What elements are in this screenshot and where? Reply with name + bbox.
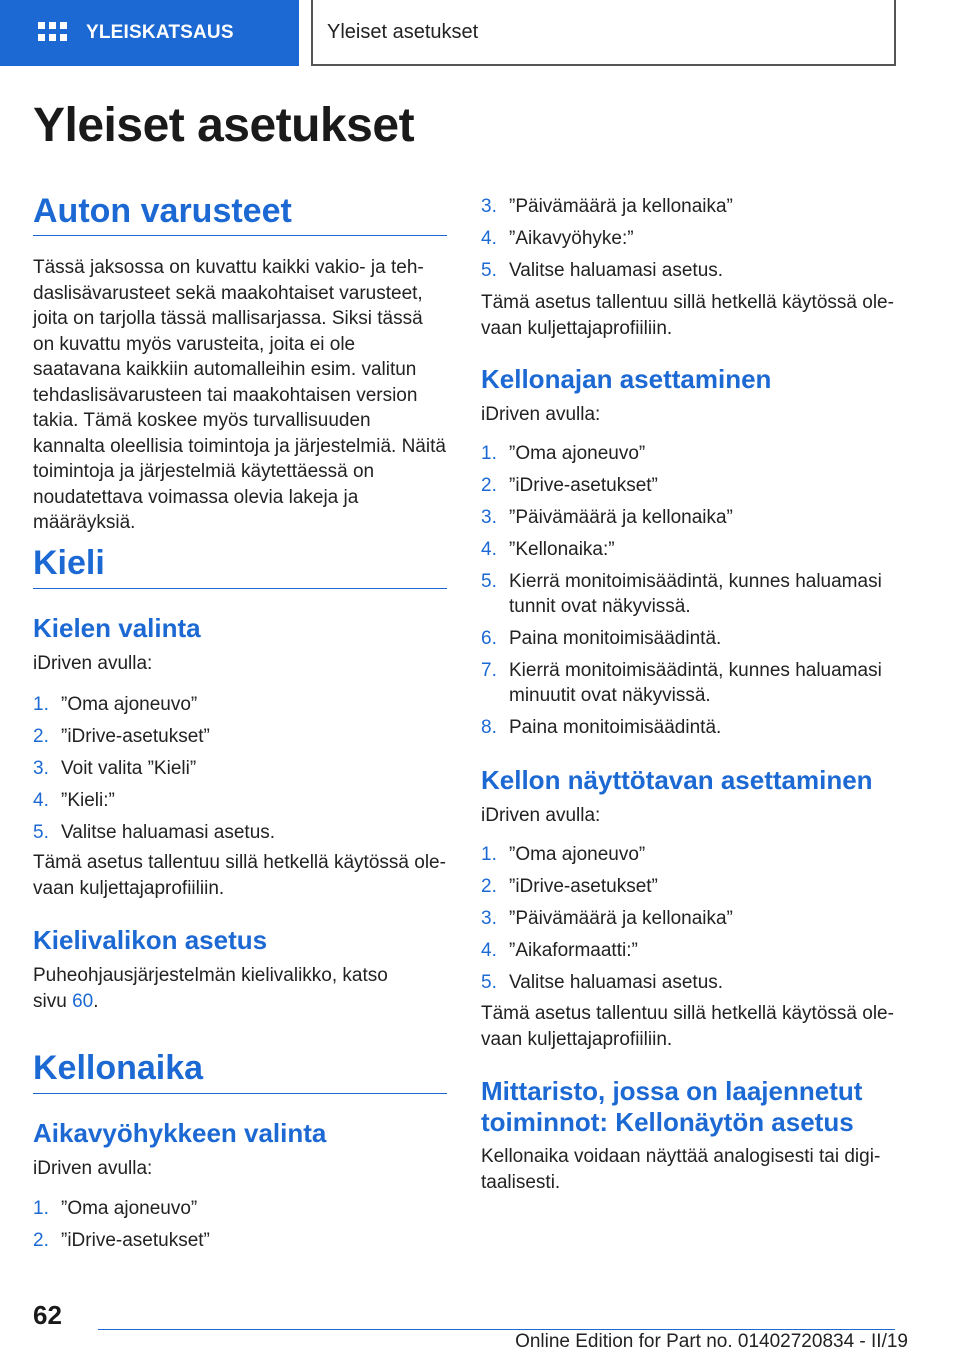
step-text: ”Kellonaika:” xyxy=(509,539,615,560)
format-intro: iDriven avulla: xyxy=(481,805,601,826)
step-text: Voit valita ”Kieli” xyxy=(61,758,197,779)
step-number: 1. xyxy=(481,844,497,865)
list-item xyxy=(481,505,895,530)
tab-current-section[interactable] xyxy=(311,0,896,66)
heading-rule xyxy=(33,235,447,236)
heading-zone-select: Aikavyöhykkeen valinta xyxy=(33,1118,327,1148)
voice-menu-desc: Puheohjausjärjestelmän kielivalikko, katso sivu xyxy=(33,965,388,1012)
zone-intro: iDriven avulla: xyxy=(33,1158,153,1179)
list-item xyxy=(481,194,895,219)
page-title: Yleiset asetukset xyxy=(33,99,415,152)
footer-edition: Online Edition for Part no. 01402720834 - II/19 xyxy=(515,1331,908,1352)
step-text: Valitse haluamasi asetus. xyxy=(509,972,724,993)
step-text: Kierrä monitoimisäädintä, kunnes haluamasi tunnit ovat näkyvissä. xyxy=(509,571,882,617)
step-text: ”Aikavyöhyke:” xyxy=(509,228,634,249)
language-steps-list xyxy=(33,692,447,852)
step-number: 5. xyxy=(33,822,49,843)
step-text: ”Kieli:” xyxy=(61,790,115,811)
list-item xyxy=(481,537,895,562)
step-text: Paina monitoimisäädintä. xyxy=(509,628,722,649)
heading-time: Kellonaika xyxy=(33,1049,204,1087)
step-number: 4. xyxy=(481,539,497,560)
list-item xyxy=(33,1228,447,1253)
step-number: 5. xyxy=(481,571,497,592)
step-number: 4. xyxy=(481,228,497,249)
list-item xyxy=(33,692,447,717)
step-number: 8. xyxy=(481,717,497,738)
step-text: ”iDrive-asetukset” xyxy=(509,475,658,496)
step-text: ”iDrive-asetukset” xyxy=(509,876,658,897)
step-text: ”Aikaformaatti:” xyxy=(509,940,638,961)
list-item xyxy=(481,906,895,931)
heading-language-select: Kielen valinta xyxy=(33,613,201,643)
heading-set-time: Kellonajan asettaminen xyxy=(481,364,772,394)
tab-overview[interactable] xyxy=(0,0,299,66)
page-link[interactable]: 60 xyxy=(72,990,94,1012)
step-number: 5. xyxy=(481,972,497,993)
footer-rule xyxy=(98,1329,895,1330)
step-number: 6. xyxy=(481,628,497,649)
zone-note: Tämä asetus tallentuu sillä hetkellä käytössä olevaan kuljettajaprofiiliin. xyxy=(481,292,894,339)
voice-menu-text xyxy=(33,963,393,1014)
step-number: 4. xyxy=(481,940,497,961)
set-time-intro: iDriven avulla: xyxy=(481,404,601,425)
heading-language: Kieli xyxy=(33,544,105,582)
step-text: ”Oma ajoneuvo” xyxy=(61,1198,198,1219)
step-text: ”Oma ajoneuvo” xyxy=(509,443,646,464)
step-text: ”Päivämäärä ja kellonaika” xyxy=(509,908,733,929)
zone-steps-list xyxy=(33,1196,447,1260)
step-number: 3. xyxy=(33,758,49,779)
step-number: 1. xyxy=(33,694,49,715)
format-note: Tämä asetus tallentuu sillä hetkellä käytössä olevaan kuljettajaprofiiliin. xyxy=(481,1003,894,1050)
list-item xyxy=(33,788,447,813)
step-text: Valitse haluamasi asetus. xyxy=(61,822,276,843)
list-item xyxy=(481,970,895,995)
list-item xyxy=(33,724,447,749)
step-number: 2. xyxy=(33,1230,49,1251)
list-item xyxy=(481,842,895,867)
grid-icon xyxy=(38,22,66,44)
step-number: 4. xyxy=(33,790,49,811)
heading-rule xyxy=(33,1093,447,1094)
zone-steps-list-cont xyxy=(481,194,895,290)
step-number: 3. xyxy=(481,507,497,528)
heading-equipment: Auton varusteet xyxy=(33,192,292,230)
step-number: 2. xyxy=(481,876,497,897)
step-text: ”Oma ajoneuvo” xyxy=(61,694,198,715)
equipment-body: Tässä jaksossa on kuvattu kaikki vakio- ja tehdaslisävarusteet sekä maakohtaiset varusteet, joita on tarjolla tässä mallisarjassa. Siksi tässä on kuvattu myös varusteita, joita ei ole saatavana kaikkiin automalleihin esim. valitun tehdaslisävarusteen tai maakohtaisen version takia. Tämä koskee myös turvallisuuden kannalta oleellisia toimintoja ja järjestelmiä. Näitä toimintoja ja järjestelmiä käytettäessä on noudatettava voimassa olevia lakeja ja määräyksiä. xyxy=(33,257,446,533)
step-text: Valitse haluamasi asetus. xyxy=(509,260,724,281)
list-item xyxy=(481,715,895,740)
list-item xyxy=(481,658,895,708)
step-text: Paina monitoimisäädintä. xyxy=(509,717,722,738)
cluster-body: Kellonaika voidaan näyttää analogisesti tai digitaalisesti. xyxy=(481,1146,881,1193)
step-number: 3. xyxy=(481,908,497,929)
tab-overview-label: YLEISKATSAUS xyxy=(86,22,234,43)
list-item xyxy=(481,626,895,651)
list-item xyxy=(33,820,447,845)
list-item xyxy=(481,473,895,498)
step-number: 5. xyxy=(481,260,497,281)
language-note: Tämä asetus tallentuu sillä hetkellä käytössä olevaan kuljettajaprofiiliin. xyxy=(33,852,446,899)
step-number: 2. xyxy=(33,726,49,747)
list-item xyxy=(33,1196,447,1221)
step-number: 3. xyxy=(481,196,497,217)
set-time-steps-list xyxy=(481,441,895,747)
list-item xyxy=(481,258,895,283)
step-number: 7. xyxy=(481,660,497,681)
heading-clock-format: Kellon näyttötavan asettaminen xyxy=(481,765,873,795)
list-item xyxy=(481,938,895,963)
top-bar xyxy=(0,0,960,66)
list-item xyxy=(481,226,895,251)
list-item xyxy=(481,569,895,619)
heading-voice-menu: Kielivalikon asetus xyxy=(33,925,268,955)
step-text: Kierrä monitoimisäädintä, kunnes haluamasi minuutit ovat näkyvissä. xyxy=(509,660,882,706)
page-number: 62 xyxy=(33,1300,62,1330)
step-number: 1. xyxy=(481,443,497,464)
list-item xyxy=(481,441,895,466)
step-text: ”iDrive-asetukset” xyxy=(61,1230,210,1251)
heading-rule xyxy=(33,588,447,589)
step-text: ”Päivämäärä ja kellonaika” xyxy=(509,196,733,217)
format-steps-list xyxy=(481,842,895,1002)
step-text: ”Päivämäärä ja kellonaika” xyxy=(509,507,733,528)
step-text: ”Oma ajoneuvo” xyxy=(509,844,646,865)
step-text: ”iDrive-asetukset” xyxy=(61,726,210,747)
voice-menu-period: . xyxy=(93,990,99,1012)
step-number: 1. xyxy=(33,1198,49,1219)
tab-current-label: Yleiset asetukset xyxy=(327,20,479,43)
heading-cluster: Mittaristo, jossa on laajennetut toiminnot: Kellonäytön asetus xyxy=(481,1076,863,1137)
language-intro: iDriven avulla: xyxy=(33,653,153,674)
step-number: 2. xyxy=(481,475,497,496)
list-item xyxy=(481,874,895,899)
list-item xyxy=(33,756,447,781)
